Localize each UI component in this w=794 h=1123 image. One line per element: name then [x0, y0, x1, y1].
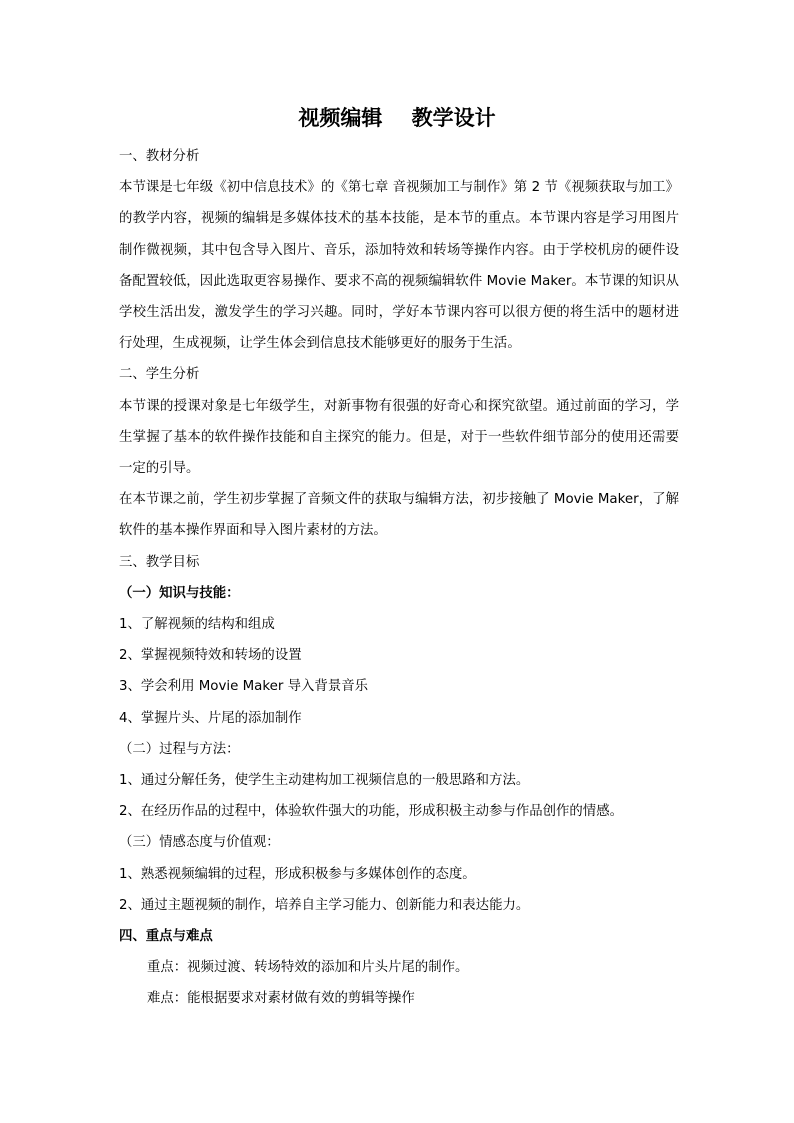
section-heading-material: 一、教材分析: [119, 149, 200, 164]
keypoint-focus: 重点：视频过渡、转场特效的添加和片头片尾的制作。: [147, 960, 469, 976]
section-heading-keypoints: 四、重点与难点: [119, 929, 213, 945]
students-paragraph-1: 本节课的授课对象是七年级学生，对新事物有很强的好奇心和探究欲望。通过前面的学习，学生掌握了基本的软件操作技能和自主探究的能力。但是，对于一些软件细节部分的使用还需要一定的引导。: [119, 398, 679, 477]
section-heading-goals: 三、教学目标: [119, 554, 200, 570]
document-body: [119, 141, 679, 1015]
section-heading-students: 二、学生分析: [119, 367, 200, 383]
material-paragraph: 本节课是七年级《初中信息技术》的《第七章 音视频加工与制作》第 2 节《视频获取与加工》的教学内容，视频的编辑是多媒体技术的基本技能，是本节的重点。本节课内容是学习用图片制作微视频，其中包含导入图片、音乐，添加特效和转场等操作内容。由于学校机房的硬件设备配置较低，因此选取更容易操作、要求不高的视频编辑软件 Movie Maker。本节课的知识从学校生活出发，激发学生的学习兴趣。同时，学好本节课内容可以很方便的将生活中的题材进行处理，生成视频，让学生体会到信息技术能够更好的服务于生活。: [119, 180, 679, 352]
knowledge-item: 2、掌握视频特效和转场的设置: [119, 648, 302, 664]
knowledge-item: 4、掌握片头、片尾的添加制作: [119, 710, 302, 726]
attitude-item: 1、熟悉视频编辑的过程，形成积极参与多媒体创作的态度。: [119, 866, 476, 882]
process-item: 2、在经历作品的过程中，体验软件强大的功能，形成积极主动参与作品创作的情感。: [119, 804, 623, 820]
subheading-knowledge: （一）知识与技能：: [119, 585, 240, 601]
students-paragraph-2: 在本节课之前，学生初步掌握了音频文件的获取与编辑方法，初步接触了 Movie Maker，了解软件的基本操作界面和导入图片素材的方法。: [119, 492, 679, 539]
subheading-attitude: （三）情感态度与价值观：: [119, 835, 280, 851]
process-item: 1、通过分解任务，使学生主动建构加工视频信息的一般思路和方法。: [119, 773, 530, 789]
subheading-process: （二）过程与方法：: [119, 741, 240, 757]
knowledge-item: 3、学会利用 Movie Maker 导入背景音乐: [119, 679, 368, 695]
knowledge-item: 1、了解视频的结构和组成: [119, 617, 275, 633]
attitude-item: 2、通过主题视频的制作，培养自主学习能力、创新能力和表达能力。: [119, 897, 530, 913]
document-title: 视频编辑 教学设计: [298, 105, 496, 130]
keypoint-difficulty: 难点：能根据要求对素材做有效的剪辑等操作: [147, 991, 415, 1007]
